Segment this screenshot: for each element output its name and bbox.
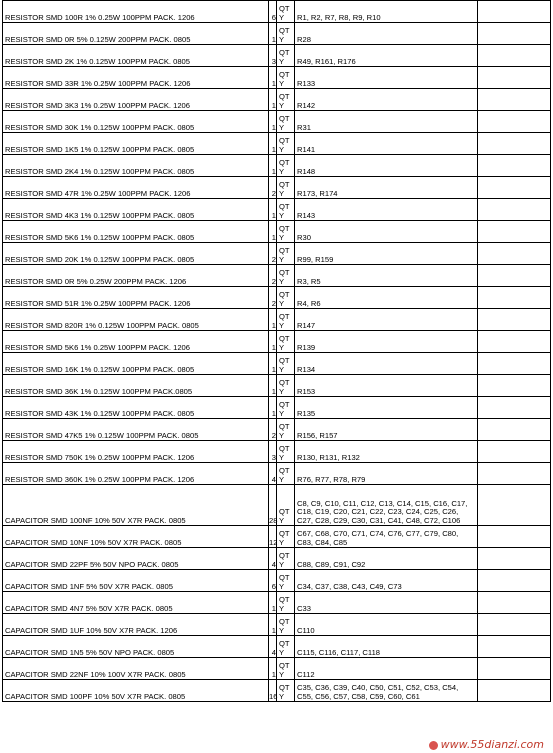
quantity-cell	[269, 636, 277, 658]
part-description: RESISTOR SMD 16K 1% 0.125W 100PPM PACK. 0805	[3, 353, 269, 375]
quantity: 1	[271, 100, 276, 110]
table-row	[3, 221, 551, 243]
quantity-cell	[269, 221, 277, 243]
reference-designators: R49, R161, R176	[295, 45, 478, 67]
blank-cell	[478, 23, 551, 45]
blank-cell	[478, 89, 551, 111]
quantity-cell	[269, 419, 277, 441]
table-row	[3, 23, 551, 45]
quantity: 1	[271, 144, 276, 154]
blank-cell	[478, 526, 551, 548]
unit-label: QT Y	[277, 133, 295, 155]
unit-label: QT Y	[277, 658, 295, 680]
unit-label: QT Y	[277, 287, 295, 309]
reference-designators: R156, R157	[295, 419, 478, 441]
reference-designators: C67, C68, C70, C71, C74, C76, C77, C79, C80, C83, C84, C85	[295, 526, 478, 548]
quantity: 6	[271, 581, 276, 591]
quantity: 1	[271, 210, 276, 220]
quantity-cell	[269, 614, 277, 636]
quantity-cell	[269, 177, 277, 199]
unit-label: QT Y	[277, 548, 295, 570]
table-row	[3, 397, 551, 419]
part-description: CAPACITOR SMD 100NF 10% 50V X7R PACK. 0805	[3, 485, 269, 526]
quantity: 16	[269, 691, 278, 701]
reference-designators: R147	[295, 309, 478, 331]
blank-cell	[478, 309, 551, 331]
part-description: RESISTOR SMD 30K 1% 0.125W 100PPM PACK. 0805	[3, 111, 269, 133]
reference-designators: R76, R77, R78, R79	[295, 463, 478, 485]
quantity: 1	[271, 78, 276, 88]
unit-label: QT Y	[277, 265, 295, 287]
unit-label: QT Y	[277, 45, 295, 67]
reference-designators: R30	[295, 221, 478, 243]
unit-label: QT Y	[277, 636, 295, 658]
reference-designators: C35, C36, C39, C40, C50, C51, C52, C53, C54, C55, C56, C57, C58, C59, C60, C61	[295, 680, 478, 702]
watermark	[426, 738, 547, 751]
reference-designators: R31	[295, 111, 478, 133]
table-row	[3, 287, 551, 309]
unit-label: QT Y	[277, 397, 295, 419]
reference-designators: R99, R159	[295, 243, 478, 265]
blank-cell	[478, 67, 551, 89]
table-row	[3, 636, 551, 658]
unit-label: QT Y	[277, 23, 295, 45]
table-row	[3, 658, 551, 680]
reference-designators: C115, C116, C117, C118	[295, 636, 478, 658]
reference-designators: R134	[295, 353, 478, 375]
blank-cell	[478, 1, 551, 23]
part-description: CAPACITOR SMD 22NF 10% 100V X7R PACK. 0805	[3, 658, 269, 680]
quantity-cell	[269, 463, 277, 485]
reference-designators: C8, C9, C10, C11, C12, C13, C14, C15, C16, C17, C18, C19, C20, C21, C22, C23, C24, C25, C26, C27, C28, C29, C30, C31, C41, C48, C72, C106	[295, 485, 478, 526]
blank-cell	[478, 45, 551, 67]
reference-designators: R28	[295, 23, 478, 45]
blank-cell	[478, 331, 551, 353]
table-row	[3, 89, 551, 111]
unit-label: QT Y	[277, 441, 295, 463]
table-row	[3, 548, 551, 570]
table-row	[3, 353, 551, 375]
reference-designators: R141	[295, 133, 478, 155]
quantity-cell	[269, 243, 277, 265]
part-description: RESISTOR SMD 47R 1% 0.25W 100PPM PACK. 1206	[3, 177, 269, 199]
table-row	[3, 309, 551, 331]
quantity: 1	[271, 342, 276, 352]
table-row	[3, 1, 551, 23]
part-description: RESISTOR SMD 47K5 1% 0.125W 100PPM PACK. 0805	[3, 419, 269, 441]
quantity: 1	[271, 232, 276, 242]
watermark-text: www.55dianzi.com	[440, 738, 544, 751]
quantity-cell	[269, 441, 277, 463]
blank-cell	[478, 570, 551, 592]
quantity: 4	[271, 474, 276, 484]
quantity-cell	[269, 680, 277, 702]
reference-designators: R135	[295, 397, 478, 419]
bom-table	[2, 0, 551, 702]
reference-designators: R139	[295, 331, 478, 353]
quantity-cell	[269, 67, 277, 89]
blank-cell	[478, 353, 551, 375]
table-row	[3, 419, 551, 441]
table-row	[3, 441, 551, 463]
unit-label: QT Y	[277, 111, 295, 133]
quantity-cell	[269, 89, 277, 111]
unit-label: QT Y	[277, 243, 295, 265]
reference-designators: R3, R5	[295, 265, 478, 287]
part-description: RESISTOR SMD 360K 1% 0.25W 100PPM PACK. 1206	[3, 463, 269, 485]
quantity-cell	[269, 287, 277, 309]
unit-label: QT Y	[277, 221, 295, 243]
part-description: RESISTOR SMD 36K 1% 0.125W 100PPM PACK.0805	[3, 375, 269, 397]
part-description: RESISTOR SMD 51R 1% 0.25W 100PPM PACK. 1206	[3, 287, 269, 309]
blank-cell	[478, 592, 551, 614]
blank-cell	[478, 177, 551, 199]
blank-cell	[478, 485, 551, 526]
table-row	[3, 331, 551, 353]
reference-designators: R173, R174	[295, 177, 478, 199]
quantity-cell	[269, 353, 277, 375]
quantity-cell	[269, 658, 277, 680]
unit-label: QT Y	[277, 419, 295, 441]
part-description: RESISTOR SMD 5K6 1% 0.125W 100PPM PACK. 0805	[3, 221, 269, 243]
quantity-cell	[269, 199, 277, 221]
quantity-cell	[269, 265, 277, 287]
unit-label: QT Y	[277, 592, 295, 614]
quantity-cell	[269, 485, 277, 526]
reference-designators: R143	[295, 199, 478, 221]
blank-cell	[478, 463, 551, 485]
quantity-cell	[269, 23, 277, 45]
part-description: RESISTOR SMD 5K6 1% 0.25W 100PPM PACK. 1206	[3, 331, 269, 353]
quantity: 1	[271, 122, 276, 132]
quantity: 1	[271, 669, 276, 679]
blank-cell	[478, 199, 551, 221]
quantity-cell	[269, 133, 277, 155]
table-row	[3, 485, 551, 526]
quantity-cell	[269, 111, 277, 133]
table-row	[3, 614, 551, 636]
quantity: 12	[269, 537, 278, 547]
part-description: RESISTOR SMD 33R 1% 0.25W 100PPM PACK. 1206	[3, 67, 269, 89]
reference-designators: R148	[295, 155, 478, 177]
unit-label: QT Y	[277, 375, 295, 397]
part-description: RESISTOR SMD 820R 1% 0.125W 100PPM PACK. 0805	[3, 309, 269, 331]
table-row	[3, 375, 551, 397]
part-description: RESISTOR SMD 2K4 1% 0.125W 100PPM PACK. 0805	[3, 155, 269, 177]
blank-cell	[478, 419, 551, 441]
blank-cell	[478, 548, 551, 570]
reference-designators: C88, C89, C91, C92	[295, 548, 478, 570]
part-description: RESISTOR SMD 100R 1% 0.25W 100PPM PACK. 1206	[3, 1, 269, 23]
unit-label: QT Y	[277, 614, 295, 636]
part-description: CAPACITOR SMD 1NF 5% 50V X7R PACK. 0805	[3, 570, 269, 592]
blank-cell	[478, 133, 551, 155]
table-row	[3, 243, 551, 265]
part-description: RESISTOR SMD 750K 1% 0.25W 100PPM PACK. 1206	[3, 441, 269, 463]
quantity: 6	[271, 12, 276, 22]
quantity: 1	[271, 408, 276, 418]
reference-designators: R142	[295, 89, 478, 111]
blank-cell	[478, 243, 551, 265]
quantity: 3	[271, 452, 276, 462]
quantity-cell	[269, 397, 277, 419]
part-description: CAPACITOR SMD 1N5 5% 50V NPO PACK. 0805	[3, 636, 269, 658]
table-row	[3, 133, 551, 155]
unit-label: QT Y	[277, 89, 295, 111]
quantity: 2	[271, 276, 276, 286]
blank-cell	[478, 658, 551, 680]
unit-label: QT Y	[277, 155, 295, 177]
blank-cell	[478, 265, 551, 287]
blank-cell	[478, 614, 551, 636]
table-row	[3, 463, 551, 485]
reference-designators: C112	[295, 658, 478, 680]
reference-designators: C110	[295, 614, 478, 636]
quantity-cell	[269, 375, 277, 397]
part-description: CAPACITOR SMD 4N7 5% 50V X7R PACK. 0805	[3, 592, 269, 614]
part-description: RESISTOR SMD 4K3 1% 0.125W 100PPM PACK. 0805	[3, 199, 269, 221]
quantity-cell	[269, 45, 277, 67]
unit-label: QT Y	[277, 1, 295, 23]
blank-cell	[478, 287, 551, 309]
quantity: 2	[271, 430, 276, 440]
quantity: 4	[271, 559, 276, 569]
quantity: 2	[271, 254, 276, 264]
table-row	[3, 265, 551, 287]
watermark-logo-icon	[429, 741, 438, 750]
reference-designators: C34, C37, C38, C43, C49, C73	[295, 570, 478, 592]
unit-label: QT Y	[277, 67, 295, 89]
quantity: 1	[271, 34, 276, 44]
table-row	[3, 67, 551, 89]
table-row	[3, 199, 551, 221]
quantity: 2	[271, 188, 276, 198]
table-row	[3, 680, 551, 702]
quantity-cell	[269, 309, 277, 331]
quantity: 28	[269, 515, 278, 525]
quantity: 1	[271, 166, 276, 176]
table-row	[3, 177, 551, 199]
reference-designators: C33	[295, 592, 478, 614]
quantity-cell	[269, 1, 277, 23]
quantity: 3	[271, 56, 276, 66]
reference-designators: R4, R6	[295, 287, 478, 309]
part-description: CAPACITOR SMD 100PF 10% 50V X7R PACK. 0805	[3, 680, 269, 702]
quantity-cell	[269, 592, 277, 614]
reference-designators: R153	[295, 375, 478, 397]
part-description: RESISTOR SMD 3K3 1% 0.25W 100PPM PACK. 1206	[3, 89, 269, 111]
unit-label: QT Y	[277, 570, 295, 592]
quantity: 1	[271, 364, 276, 374]
quantity-cell	[269, 155, 277, 177]
unit-label: QT Y	[277, 463, 295, 485]
part-description: CAPACITOR SMD 22PF 5% 50V NPO PACK. 0805	[3, 548, 269, 570]
quantity-cell	[269, 548, 277, 570]
reference-designators: R133	[295, 67, 478, 89]
unit-label: QT Y	[277, 331, 295, 353]
quantity-cell	[269, 526, 277, 548]
unit-label: QT Y	[277, 485, 295, 526]
part-description: CAPACITOR SMD 10NF 10% 50V X7R PACK. 0805	[3, 526, 269, 548]
unit-label: QT Y	[277, 199, 295, 221]
table-row	[3, 155, 551, 177]
quantity: 2	[271, 298, 276, 308]
part-description: RESISTOR SMD 43K 1% 0.125W 100PPM PACK. 0805	[3, 397, 269, 419]
unit-label: QT Y	[277, 309, 295, 331]
table-row	[3, 111, 551, 133]
table-row	[3, 570, 551, 592]
quantity: 4	[271, 647, 276, 657]
unit-label: QT Y	[277, 680, 295, 702]
table-row	[3, 45, 551, 67]
quantity: 1	[271, 386, 276, 396]
part-description: RESISTOR SMD 2K 1% 0.125W 100PPM PACK. 0805	[3, 45, 269, 67]
bom-table-body	[3, 1, 551, 702]
reference-designators: R1, R2, R7, R8, R9, R10	[295, 1, 478, 23]
blank-cell	[478, 155, 551, 177]
part-description: RESISTOR SMD 1K5 1% 0.125W 100PPM PACK. 0805	[3, 133, 269, 155]
unit-label: QT Y	[277, 353, 295, 375]
blank-cell	[478, 375, 551, 397]
part-description: RESISTOR SMD 20K 1% 0.125W 100PPM PACK. 0805	[3, 243, 269, 265]
quantity-cell	[269, 331, 277, 353]
table-row	[3, 592, 551, 614]
quantity: 1	[271, 625, 276, 635]
quantity: 1	[271, 603, 276, 613]
part-description: RESISTOR SMD 0R 5% 0.25W 200PPM PACK. 1206	[3, 265, 269, 287]
blank-cell	[478, 111, 551, 133]
reference-designators: R130, R131, R132	[295, 441, 478, 463]
blank-cell	[478, 636, 551, 658]
part-description: RESISTOR SMD 0R 5% 0.125W 200PPM PACK. 0805	[3, 23, 269, 45]
blank-cell	[478, 680, 551, 702]
unit-label: QT Y	[277, 526, 295, 548]
table-row	[3, 526, 551, 548]
blank-cell	[478, 221, 551, 243]
blank-cell	[478, 441, 551, 463]
part-description: CAPACITOR SMD 1UF 10% 50V X7R PACK. 1206	[3, 614, 269, 636]
blank-cell	[478, 397, 551, 419]
unit-label: QT Y	[277, 177, 295, 199]
quantity-cell	[269, 570, 277, 592]
quantity: 1	[271, 320, 276, 330]
